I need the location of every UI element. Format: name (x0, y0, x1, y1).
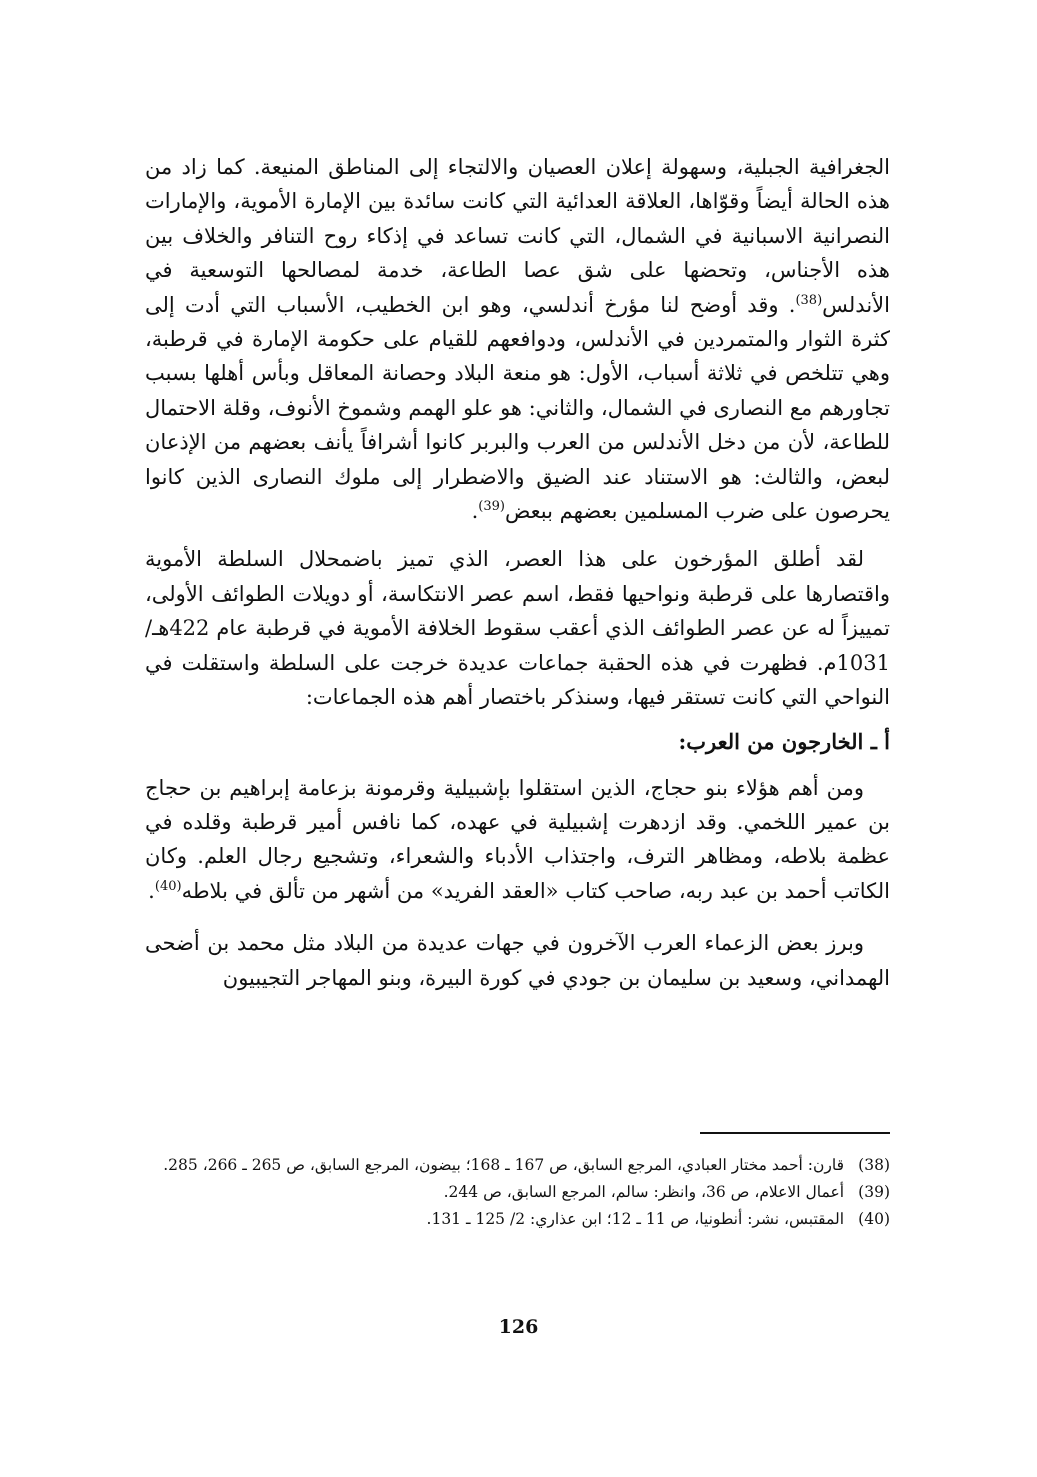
footnote-text: المقتبس، نشر: أنطونيا، ص 11 ـ 12؛ ابن عذاري: 2/ 125 ـ 131. (426, 1210, 844, 1228)
footnote-text: أعمال الاعلام، ص 36، وانظر: سالم، المرجع السابق، ص 244. (443, 1183, 844, 1201)
footnote-number: (38) (858, 1156, 890, 1174)
footnote-38 (145, 1152, 890, 1179)
footnote-separator (700, 1132, 890, 1134)
footnote-text: قارن: أحمد مختار العبادي، المرجع السابق، ص 167 ـ 168؛ بيضون، المرجع السابق، ص 265 ـ 266، 285. (163, 1156, 844, 1174)
paragraph-3-text: ومن أهم هؤلاء بنو حجاج، الذين استقلوا بإشبيلية وقرمونة بزعامة إبراهيم بن حجاج بن عمير اللخمي. وقد ازدهرت إشبيلية في عهده، كما نافس أمير قرطبة وقلده في عظمة بلاطه، ومظاهر الترف، واجتذاب الأدباء والشعراء، وتشجيع رجال العلم. وكان الكاتب أحمد بن عبد ربه، صاحب كتاب «العقد الفريد» من أشهر من تألق في بلاطه (145, 775, 890, 903)
paragraph-2: لقد أطلق المؤرخون على هذا العصر، الذي تميز باضمحلال السلطة الأموية واقتصارها على قرطبة ونواحيها فقط، اسم عصر الانتكاسة، أو دويلات الطوائف الأولى، تمييزاً له عن عصر الطوائف الذي أعقب سقوط الخلافة الأموية في قرطبة عام 422هـ/ 1031م. فظهرت في هذه الحقبة جماعات عديدة خرجت على السلطة واستقلت في النواحي التي كانت تستقر فيها، وسنذكر باختصار أهم هذه الجماعات: (145, 547, 890, 710)
paragraph-1-text-a: الجغرافية الجبلية، وسهولة إعلان العصيان والالتجاء إلى المناطق المنيعة. كما زاد من هذه الحالة أيضاً وقوّاها، العلاقة العدائية التي كانت سائدة بين الإمارة الأموية، والإمارات النصرانية الاسبانية في الشمال، التي كانت تساعد في إذكاء روح التنافر والخلاف بين هذه الأجناس، وتحضها على شق عصا الطاعة، خدمة لمصالحها التوسعية في الأندلس (145, 155, 890, 317)
paragraph-1 (145, 150, 890, 528)
footnote-ref-39: (39) (478, 499, 505, 515)
footnote-number: (40) (858, 1210, 890, 1228)
paragraph-3-end: . (148, 878, 155, 903)
section-heading: أ ـ الخارجون من العرب: (678, 728, 890, 754)
paragraph-1-end: . (471, 499, 479, 524)
footnotes (145, 1152, 890, 1233)
paragraph-3 (145, 771, 890, 909)
footnote-ref-38: (38) (795, 292, 823, 308)
paragraph-4: وبرز بعض الزعماء العرب الآخرون في جهات عديدة من البلاد مثل محمد بن أضحى الهمداني، وسعيد بن سليمان بن جودي في كورة البيرة، وبنو المهاجر التجيبيون (145, 931, 890, 990)
main-text (145, 150, 890, 995)
footnote-39 (145, 1179, 890, 1206)
paragraph-1-text-b: . وقد أوضح لنا مؤرخ أندلسي، وهو ابن الخطيب، الأسباب التي أدت إلى كثرة الثوار والمتمردين في الأندلس، ودوافعهم للقيام على حكومة الإمارة في قرطبة، وهي تتلخص في ثلاثة أسباب، الأول: هو منعة البلاد وحصانة المعاقل وبأس أهلها بسبب تجاورهم مع النصارى في الشمال، والثاني: هو علو الهمم وشموخ الأنوف، وقلة الاحتمال للطاعة، لأن من دخل الأندلس من العرب والبربر كانوا أشرافاً يأنف بعضهم من الإذعان لبعض، والثالث: هو الاستناد عند الضيق والاضطرار إلى ملوك النصارى الذين كانوا يحرصون على ضرب المسلمين بعضهم ببعض (145, 292, 890, 524)
footnote-number: (39) (858, 1183, 890, 1201)
page-number: 126 (498, 1316, 539, 1338)
footnote-40 (145, 1206, 890, 1233)
footnote-ref-40: (40) (154, 878, 182, 894)
